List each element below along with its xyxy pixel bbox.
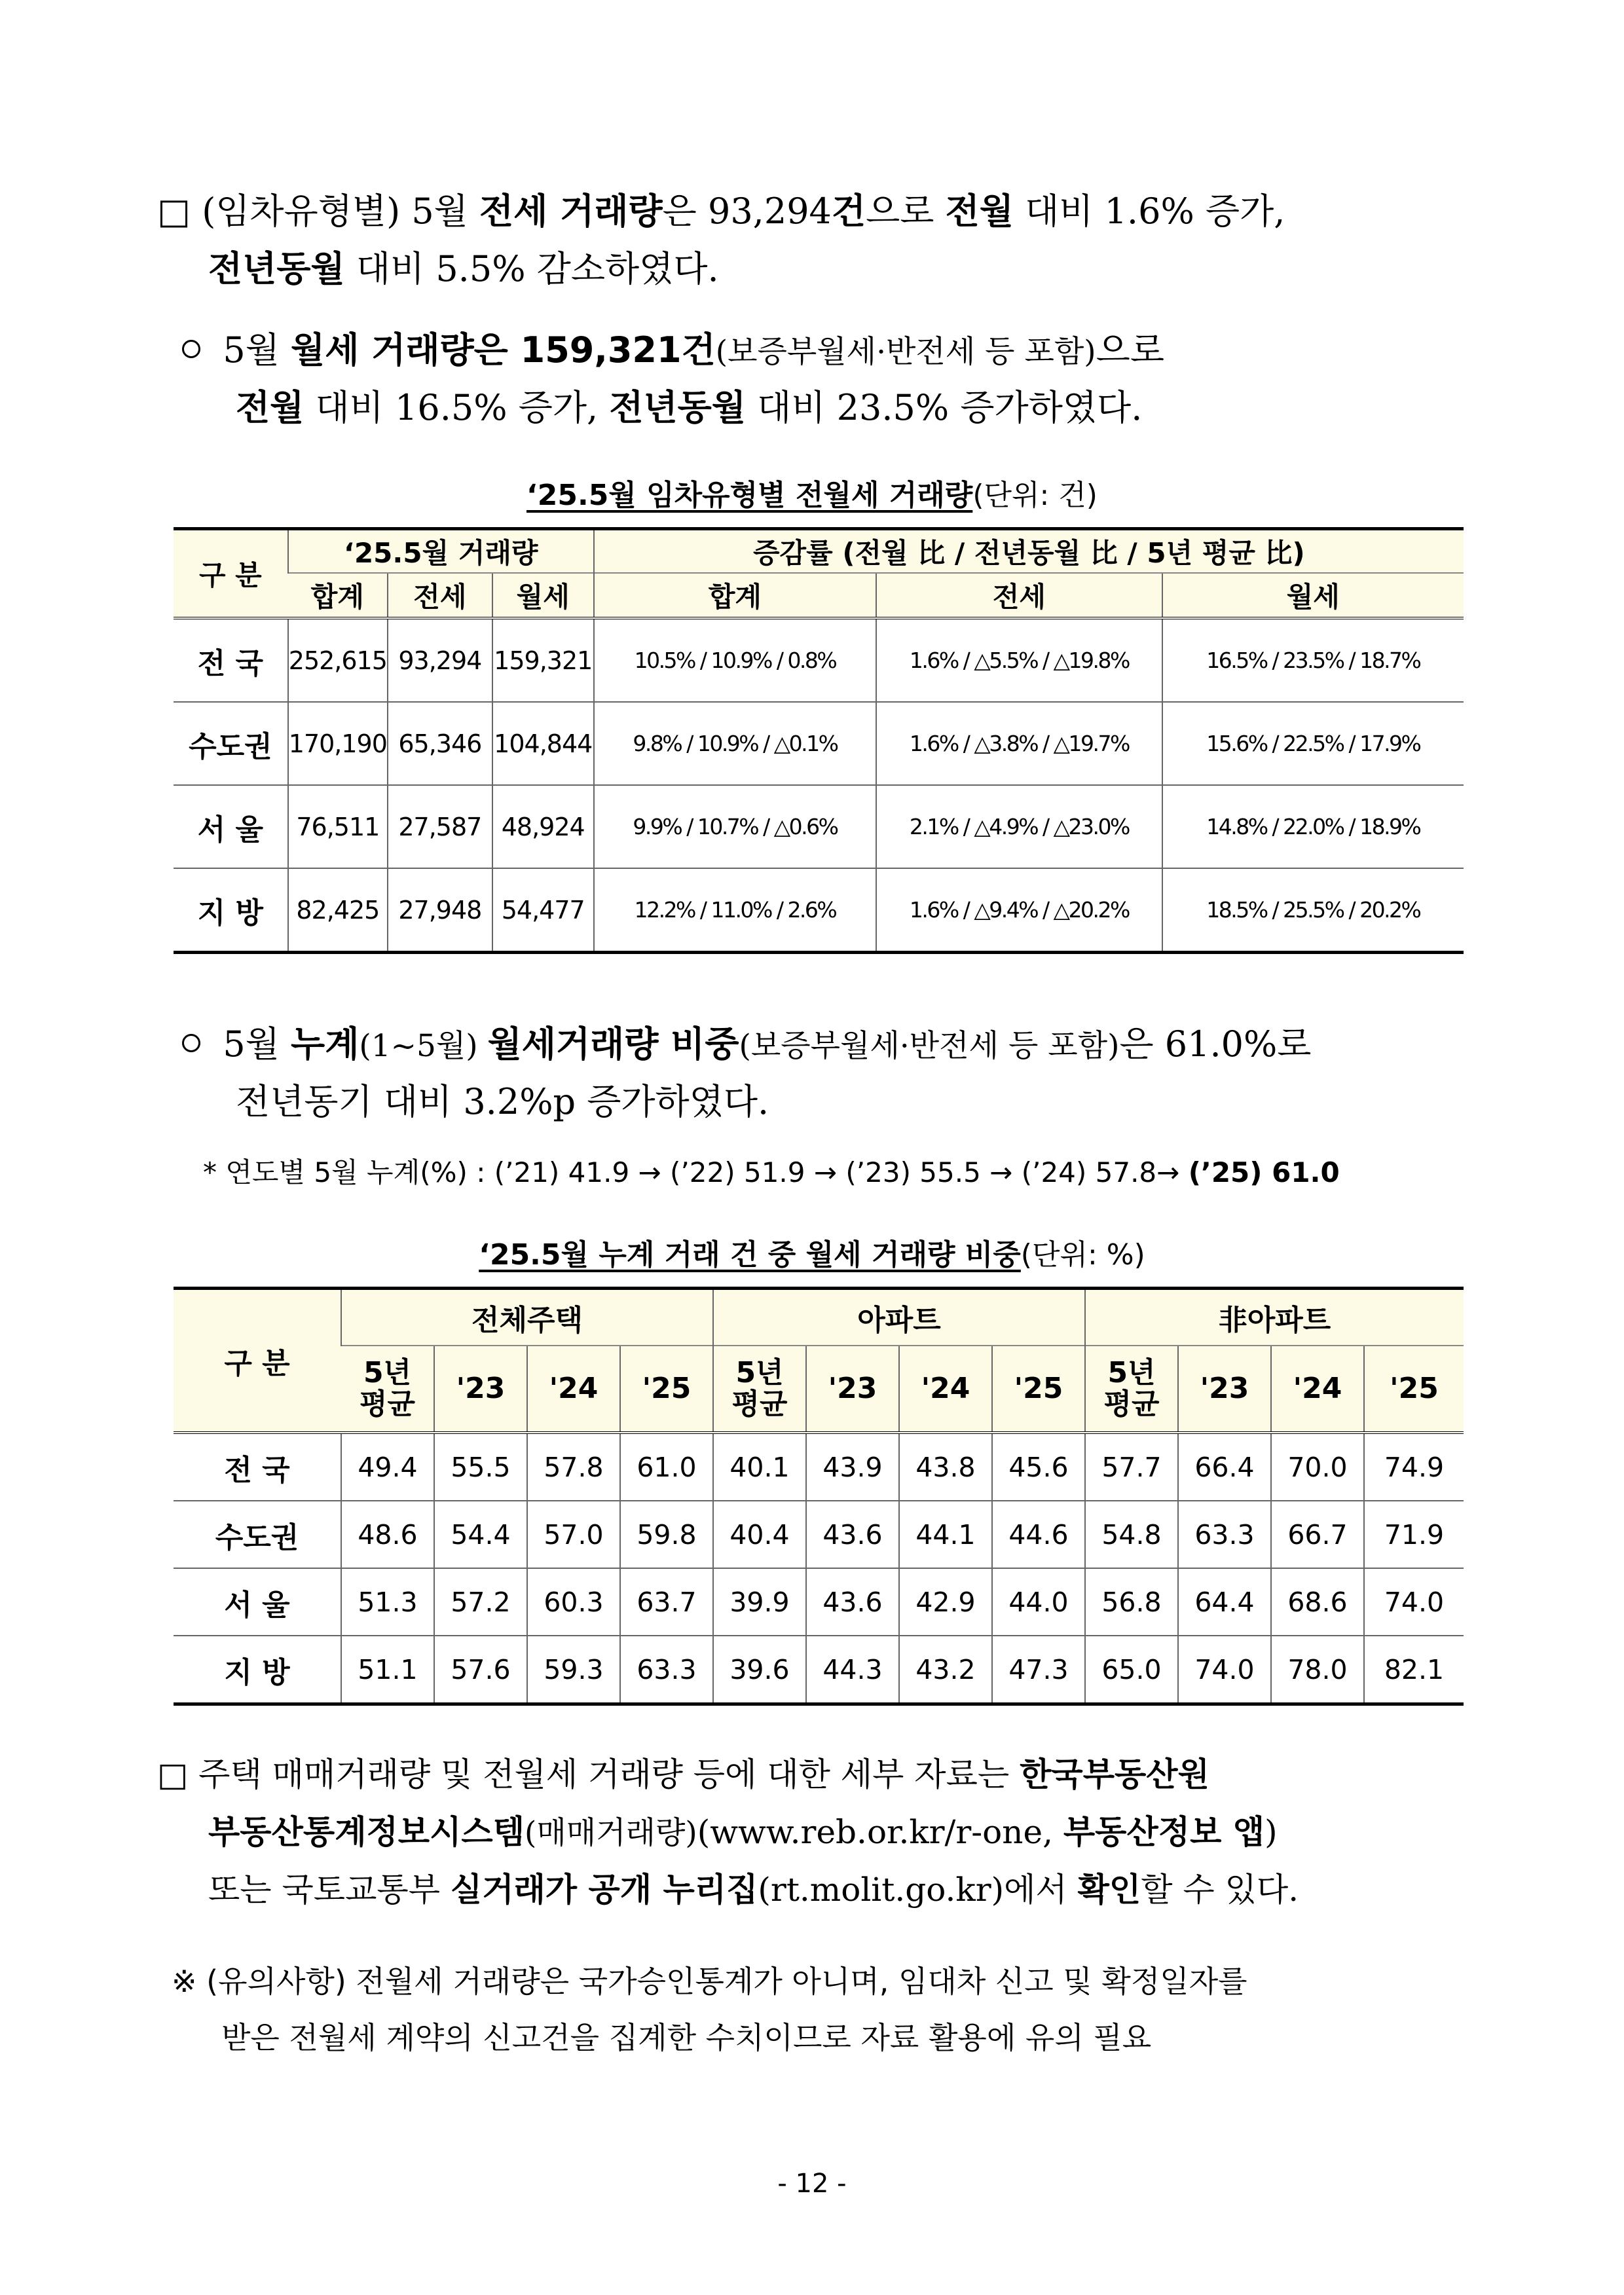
- table-row: [174, 1501, 1464, 1568]
- cell: 44.1: [899, 1501, 992, 1568]
- row-label: 수도권: [174, 1501, 341, 1568]
- subheader-5yr-avg: 5년 평균: [1085, 1346, 1178, 1433]
- subheader-rate-wolse: 월세: [1162, 573, 1464, 618]
- cell-rate-wolse: 14.8% / 22.0% / 18.9%: [1162, 785, 1464, 868]
- text-span: 으로: [866, 191, 946, 232]
- cell: 74.0: [1178, 1636, 1271, 1704]
- bold-text: 전세 거래량: [479, 191, 663, 232]
- subheader-25: '25: [992, 1346, 1085, 1433]
- cell-jeonse: 27,948: [388, 868, 492, 953]
- text-span: 은 93,294: [662, 191, 832, 232]
- cell: 68.6: [1271, 1568, 1364, 1636]
- table-row: [174, 1568, 1464, 1636]
- yearly-note: [203, 1151, 1340, 1190]
- text-span: 대비 1.6% 증가,: [1013, 191, 1285, 232]
- cell: 43.6: [806, 1568, 899, 1636]
- para4-line2: [208, 1806, 1278, 1853]
- table2-caption: [0, 1231, 1624, 1273]
- cell-jeonse: 93,294: [388, 618, 492, 702]
- notice-line1: [172, 1958, 1247, 2001]
- table-row: [174, 702, 1464, 785]
- subheader-24: '24: [899, 1346, 992, 1433]
- cell: 39.6: [713, 1636, 806, 1704]
- bold-text: 전월: [945, 191, 1014, 232]
- subheader-rate-total: 합계: [594, 573, 876, 618]
- checkbox-square-bullet: □: [157, 191, 191, 232]
- cell-total: 252,615: [288, 618, 388, 702]
- bold-text: 부동산통계정보시스템: [208, 1813, 525, 1851]
- table-row: [174, 1636, 1464, 1704]
- bold-text: 전년동월: [208, 248, 345, 289]
- cell-rate-jeonse: 2.1% / △4.9% / △23.0%: [876, 785, 1162, 868]
- cell-total: 76,511: [288, 785, 388, 868]
- cell: 44.6: [992, 1501, 1085, 1568]
- bold-text: 누계: [291, 1023, 360, 1065]
- cell: 61.0: [620, 1433, 713, 1501]
- cell: 44.3: [806, 1636, 899, 1704]
- bold-text: 전년동월: [609, 387, 747, 428]
- subheader-23: '23: [1178, 1346, 1271, 1433]
- caption-title: ‘25.5월 임차유형별 전월세 거래량: [526, 479, 973, 512]
- cell: 57.0: [527, 1501, 620, 1568]
- cell-rate-total: 9.9% / 10.7% / △0.6%: [594, 785, 876, 868]
- cell: 65.0: [1085, 1636, 1178, 1704]
- row-label: 지 방: [174, 868, 288, 953]
- cell: 45.6: [992, 1433, 1085, 1501]
- row-label: 지 방: [174, 1636, 341, 1704]
- cell: 42.9: [899, 1568, 992, 1636]
- text-span: 5월: [223, 329, 291, 371]
- cell-rate-jeonse: 1.6% / △5.5% / △19.8%: [876, 618, 1162, 702]
- cell: 55.5: [434, 1433, 527, 1501]
- small-text: (매매거래량): [525, 1815, 697, 1851]
- subheader-total: 합계: [288, 573, 388, 618]
- cell: 51.3: [341, 1568, 434, 1636]
- note-bold: (’25) 61.0: [1188, 1156, 1340, 1188]
- subheader-24: '24: [1271, 1346, 1364, 1433]
- cell: 40.4: [713, 1501, 806, 1568]
- cell-jeonse: 27,587: [388, 785, 492, 868]
- bold-text: 실거래가 공개 누리집: [450, 1871, 758, 1909]
- cell: 44.0: [992, 1568, 1085, 1636]
- checkbox-square-bullet: □: [157, 1755, 189, 1793]
- row-label: 서 울: [174, 785, 288, 868]
- cell: 47.3: [992, 1636, 1085, 1704]
- text-span: (rt.molit.go.kr)에서: [758, 1871, 1078, 1909]
- para2-line1: [182, 329, 1164, 371]
- cell: 59.3: [527, 1636, 620, 1704]
- text-span: 은 61.0%로: [1119, 1023, 1312, 1065]
- small-text: (보증부월세·반전세 등 포함): [739, 1028, 1120, 1064]
- cell: 51.1: [341, 1636, 434, 1704]
- cell: 43.8: [899, 1433, 992, 1501]
- notice-text: 받은 전월세 계약의 신고건을 집계한 수치이므로 자료 활용에 유의 필요: [221, 2020, 1152, 2055]
- note-text: * 연도별 5월 누계(%) : (’21) 41.9 → (’22) 51.9 → (’23) 55.5 → (’24) 57.8→: [203, 1156, 1189, 1188]
- bold-text: 월세 거래량은 159,321건: [291, 329, 716, 371]
- caption-unit: (단위: 건): [972, 479, 1098, 512]
- cell: 39.9: [713, 1568, 806, 1636]
- cell: 43.9: [806, 1433, 899, 1501]
- cell: 66.7: [1271, 1501, 1364, 1568]
- bold-text: 건: [831, 191, 866, 232]
- subheader-wolse: 월세: [492, 573, 594, 618]
- cell: 59.8: [620, 1501, 713, 1568]
- cell: 74.9: [1364, 1433, 1464, 1501]
- table-row: [174, 618, 1464, 702]
- cell: 54.4: [434, 1501, 527, 1568]
- small-text: (보증부월세·반전세 등 포함): [715, 334, 1096, 370]
- cell-rate-wolse: 16.5% / 23.5% / 18.7%: [1162, 618, 1464, 702]
- cell: 54.8: [1085, 1501, 1178, 1568]
- cell-rate-jeonse: 1.6% / △9.4% / △20.2%: [876, 868, 1162, 953]
- cell-wolse: 159,321: [492, 618, 594, 702]
- subheader-jeonse: 전세: [388, 573, 492, 618]
- row-label: 서 울: [174, 1568, 341, 1636]
- cell-rate-total: 9.8% / 10.9% / △0.1%: [594, 702, 876, 785]
- caption-unit: (단위: %): [1020, 1238, 1145, 1272]
- cell-wolse: 54,477: [492, 868, 594, 953]
- cell: 43.2: [899, 1636, 992, 1704]
- para1-line2: [208, 248, 719, 289]
- circle-bullet-icon: [182, 1034, 200, 1052]
- cell: 43.6: [806, 1501, 899, 1568]
- subheader-23: '23: [806, 1346, 899, 1433]
- row-label: 수도권: [174, 702, 288, 785]
- small-text: (1~5월): [359, 1028, 488, 1064]
- cell: 78.0: [1271, 1636, 1364, 1704]
- bold-text: 전월: [236, 387, 304, 428]
- cell: 82.1: [1364, 1636, 1464, 1704]
- page-number: - 12 -: [777, 2169, 847, 2199]
- text-span: ): [1264, 1813, 1278, 1851]
- subheader-25: '25: [620, 1346, 713, 1433]
- text-span: 할 수 있다.: [1141, 1871, 1299, 1909]
- text-span: 주택 매매거래량 및 전월세 거래량 등에 대한 세부 자료는: [188, 1755, 1020, 1793]
- cell-wolse: 104,844: [492, 702, 594, 785]
- circle-bullet-icon: [182, 340, 200, 358]
- cell: 57.8: [527, 1433, 620, 1501]
- cell: 70.0: [1271, 1433, 1364, 1501]
- para4-line1: [157, 1748, 1209, 1795]
- cell-total: 170,190: [288, 702, 388, 785]
- para3-line1: [182, 1023, 1312, 1065]
- cell: 71.9: [1364, 1501, 1464, 1568]
- row-label: 전 국: [174, 1433, 341, 1501]
- cell: 63.3: [1178, 1501, 1271, 1568]
- text-span: 5월: [223, 1023, 291, 1065]
- para1-line1: [157, 191, 1285, 232]
- header-non-apartment: 非아파트: [1085, 1289, 1464, 1346]
- cell-rate-jeonse: 1.6% / △3.8% / △19.7%: [876, 702, 1162, 785]
- cell: 48.6: [341, 1501, 434, 1568]
- cell-rate-total: 10.5% / 10.9% / 0.8%: [594, 618, 876, 702]
- table-row: [174, 868, 1464, 953]
- bold-text: 월세거래량 비중: [487, 1023, 739, 1065]
- cell: 74.0: [1364, 1568, 1464, 1636]
- text-span: (임차유형별) 5월: [191, 191, 480, 232]
- cell: 57.6: [434, 1636, 527, 1704]
- bold-text: 확인: [1077, 1871, 1141, 1909]
- cell: 57.7: [1085, 1433, 1178, 1501]
- text-span: 대비 5.5% 감소하였다.: [344, 248, 719, 289]
- cell: 63.3: [620, 1636, 713, 1704]
- row-label: 전 국: [174, 618, 288, 702]
- cell: 40.1: [713, 1433, 806, 1501]
- cell: 63.7: [620, 1568, 713, 1636]
- bold-text: 한국부동산원: [1020, 1755, 1209, 1793]
- text-span: (www.reb.or.kr/r-one,: [697, 1813, 1063, 1851]
- table1-caption: [0, 471, 1624, 513]
- cell-jeonse: 65,346: [388, 702, 492, 785]
- header-apartment: 아파트: [713, 1289, 1085, 1346]
- text-span: 또는 국토교통부: [208, 1871, 451, 1909]
- cell-total: 82,425: [288, 868, 388, 953]
- subheader-24: '24: [527, 1346, 620, 1433]
- table-row: [174, 785, 1464, 868]
- rental-volume-table: [174, 527, 1464, 954]
- cell: 66.4: [1178, 1433, 1271, 1501]
- cell-rate-wolse: 15.6% / 22.5% / 17.9%: [1162, 702, 1464, 785]
- subheader-25: '25: [1364, 1346, 1464, 1433]
- cell-wolse: 48,924: [492, 785, 594, 868]
- para3-line2: [236, 1081, 769, 1122]
- text-span: 대비 23.5% 증가하였다.: [746, 387, 1143, 428]
- subheader-5yr-avg: 5년 평균: [341, 1346, 434, 1433]
- text-span: 전년동기 대비 3.2%p 증가하였다.: [236, 1081, 769, 1122]
- subheader-5yr-avg: 5년 평균: [713, 1346, 806, 1433]
- bold-text: 부동산정보 앱: [1063, 1813, 1265, 1851]
- cell-rate-wolse: 18.5% / 25.5% / 20.2%: [1162, 868, 1464, 953]
- para4-line3: [208, 1864, 1299, 1911]
- notice-line2: [221, 2014, 1151, 2057]
- text-span: 으로: [1096, 329, 1164, 371]
- cell: 49.4: [341, 1433, 434, 1501]
- cell-rate-total: 12.2% / 11.0% / 2.6%: [594, 868, 876, 953]
- header-volume: ‘25.5월 거래량: [288, 529, 594, 574]
- header-gubun: 구 분: [174, 529, 288, 619]
- cell: 64.4: [1178, 1568, 1271, 1636]
- monthly-rent-share-table: [174, 1287, 1464, 1706]
- caption-title: ‘25.5월 누계 거래 건 중 월세 거래량 비중: [479, 1238, 1021, 1272]
- subheader-rate-jeonse: 전세: [876, 573, 1162, 618]
- header-gubun: 구 분: [174, 1289, 341, 1433]
- subheader-23: '23: [434, 1346, 527, 1433]
- para2-line2: [236, 387, 1143, 428]
- notice-text: ※ (유의사항) 전월세 거래량은 국가승인통계가 아니며, 임대차 신고 및 확정일자를: [172, 1964, 1247, 1999]
- cell: 56.8: [1085, 1568, 1178, 1636]
- header-rate: 증감률 (전월 比 / 전년동월 比 / 5년 평균 比): [594, 529, 1464, 574]
- text-span: 대비 16.5% 증가,: [304, 387, 610, 428]
- table-row: [174, 1433, 1464, 1501]
- header-all-housing: 전체주택: [341, 1289, 713, 1346]
- cell: 60.3: [527, 1568, 620, 1636]
- cell: 57.2: [434, 1568, 527, 1636]
